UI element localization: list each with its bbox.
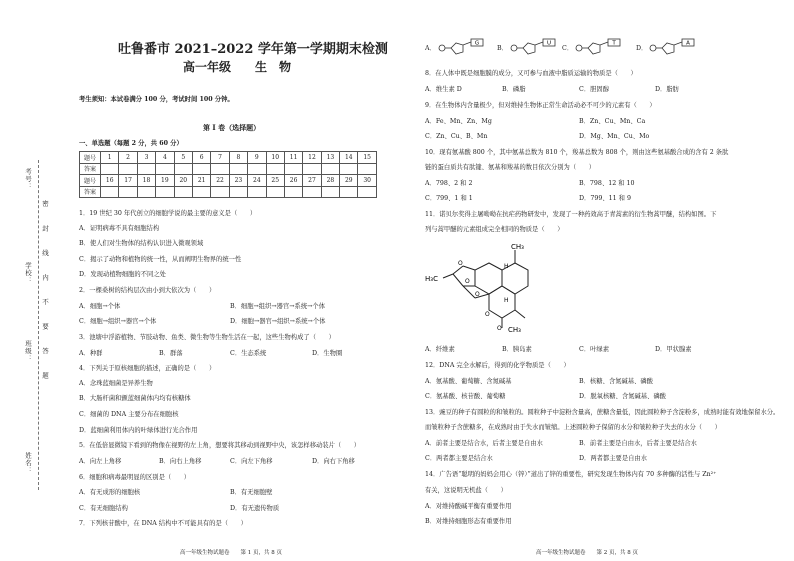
option-text: A．维生素 D <box>425 86 462 93</box>
table-cell: 15 <box>358 152 376 164</box>
answer-table <box>79 151 377 198</box>
answer-cell[interactable] <box>321 163 339 175</box>
option-text: A．向左上角移 <box>79 458 122 465</box>
table-cell: 14 <box>340 152 358 164</box>
answer-cell[interactable] <box>284 186 302 198</box>
option-label: D． <box>636 45 648 52</box>
option-label: A． <box>425 45 436 52</box>
seal-margin <box>0 0 56 561</box>
option-text: C．氨基酸、核苷酸、葡萄糖 <box>425 393 506 400</box>
answer-cell[interactable] <box>248 186 266 198</box>
option-text: B．细胞→组织→器官→系统→个体 <box>230 303 325 310</box>
table-cell: 23 <box>229 175 247 187</box>
option-text: C．生态系统 <box>230 350 267 357</box>
base-label: G <box>474 40 480 47</box>
answer-cell[interactable] <box>303 186 321 198</box>
table-cell: 5 <box>174 152 192 164</box>
option-text: B．使人们对生物体的结构认识进入微观领域 <box>79 240 204 247</box>
option-text: C．799、1 和 1 <box>425 195 473 202</box>
option-text: A．细胞→个体 <box>79 303 121 310</box>
option-text: A．前者主要是结合水，后者主要是自由水 <box>425 440 543 447</box>
table-cell: 9 <box>248 152 266 164</box>
table-cell: 3 <box>137 152 155 164</box>
question-2: 2．一棵桑树的结构层次由小到大依次为（ ） <box>79 287 216 294</box>
question-10: 10．现有氨基酸 800 个，其中氨基总数为 810 个，羧基总数为 808 个，则由这些氨基酸合成的含有 2 条肽 <box>425 149 729 156</box>
answer-cell[interactable] <box>229 163 247 175</box>
option-text: B．胰岛素 <box>502 346 532 353</box>
question-type-heading: 一、单选题（每题 2 分，共 60 分） <box>79 140 183 147</box>
school-label: 学校： <box>24 262 32 285</box>
question-3: 3．池塘中浮游植物、节肢动物、鱼类、微生物等生物生活在一起，这些生物构成了（ ） <box>79 334 335 341</box>
option-text: D．799、11 和 9 <box>579 195 631 202</box>
option-text: A．纤维素 <box>425 346 455 353</box>
option-text: C．胆固醇 <box>579 86 610 93</box>
name-label: 姓名： <box>24 452 32 475</box>
question-7: 7．下列核苷酸中，在 DNA 结构中不可能具有的是（ ） <box>79 520 247 527</box>
table-cell: 答案 <box>80 186 101 198</box>
table-cell: 29 <box>340 175 358 187</box>
answer-cell[interactable] <box>192 186 210 198</box>
option-text: C．Zn、Cu、B、Mn <box>425 133 488 140</box>
table-cell: 10 <box>266 152 284 164</box>
answer-cell[interactable] <box>137 186 155 198</box>
answer-cell[interactable] <box>321 186 339 198</box>
section-title: 第 I 卷（选择题） <box>203 123 261 132</box>
table-cell: 18 <box>137 175 155 187</box>
table-cell: 6 <box>192 152 210 164</box>
table-cell: 28 <box>321 175 339 187</box>
answer-cell[interactable] <box>303 163 321 175</box>
answer-cell[interactable] <box>284 163 302 175</box>
answer-cell[interactable] <box>137 163 155 175</box>
answer-cell[interactable] <box>174 163 192 175</box>
exam-title: 吐鲁番市 2021–2022 学年第一学期期末检测 <box>118 42 388 57</box>
table-cell: 20 <box>174 175 192 187</box>
option-text: A．念珠蓝细菌是异养生物 <box>79 380 153 387</box>
nucleotide-diagram-a <box>437 38 491 58</box>
answer-cell[interactable] <box>266 186 284 198</box>
question-8: 8．在人体中既是细胞膜的成分，又可参与血液中脂质运输的物质是（ ） <box>425 70 637 77</box>
option-text: B．磷脂 <box>502 86 526 93</box>
option-text: D．脱氧核糖、含氮碱基、磷酸 <box>579 393 666 400</box>
option-text: C．向左下角移 <box>230 458 273 465</box>
question-5: 5．在低倍显微镜下看到的物像在视野的左上角，想要将其移动到视野中央，该怎样移动装片（ ） <box>79 442 361 449</box>
table-cell: 题号 <box>80 175 101 187</box>
option-text: C．揭示了动物和植物的统一性，从而阐明生物界的统一性 <box>79 256 242 263</box>
answer-cell[interactable] <box>192 163 210 175</box>
answer-cell[interactable] <box>211 186 229 198</box>
option-text: D．蓝细菌利用体内的叶绿体进行光合作用 <box>79 427 198 434</box>
option-text: B．798、12 和 10 <box>579 180 635 187</box>
question-10-cont: 链的蛋白质共有肽键、氨基和羧基的数目依次分别为（ ） <box>425 164 596 171</box>
table-cell: 17 <box>119 175 137 187</box>
option-text: B．对维持细胞形态有重要作用 <box>425 518 512 525</box>
page-footer-right: 高一年级生物试题卷 第 2 页，共 8 页 <box>536 550 638 556</box>
table-cell: 12 <box>303 152 321 164</box>
table-cell: 7 <box>211 152 229 164</box>
option-text: D．向右下角移 <box>312 458 355 465</box>
option-text: C．有无细胞结构 <box>79 505 128 512</box>
option-label: C． <box>562 45 574 52</box>
seal-dashed-line <box>38 160 39 490</box>
question-14: 14．广告语“聪明的妈妈会用心（锌）”道出了锌的重要性，研究发现生物体内有 70 多种酶的活性与 Zn²⁺ <box>425 471 717 478</box>
table-cell: 2 <box>119 152 137 164</box>
oxygen-label: O <box>485 311 490 318</box>
question-12: 12．DNA 完全水解后，得到的化学物质是（ ） <box>425 362 570 369</box>
methyl-label: CH₃ <box>511 243 524 251</box>
answer-cell[interactable] <box>101 163 119 175</box>
option-text: C．细菌的 DNA 主要分布在细胞核 <box>79 411 179 418</box>
option-text: C．细胞→组织→器官→个体 <box>79 318 157 325</box>
base-label: A <box>686 40 690 47</box>
table-cell: 13 <box>321 152 339 164</box>
option-text: A．798、2 和 2 <box>425 180 473 187</box>
table-cell: 16 <box>101 175 119 187</box>
oxygen-label: O <box>497 325 502 332</box>
answer-cell[interactable] <box>211 163 229 175</box>
table-cell: 26 <box>284 175 302 187</box>
option-text: B．有无细胞壁 <box>230 489 273 496</box>
table-cell: 答案 <box>80 163 101 175</box>
exam-notice: 考生须知：本试卷满分 100 分，考试时间 100 分钟。 <box>79 96 234 103</box>
class-label: 班级： <box>24 340 32 363</box>
oxygen-label: O <box>465 278 470 285</box>
answer-cell[interactable] <box>119 163 137 175</box>
table-row <box>80 163 377 175</box>
option-text: D．脂肪 <box>655 86 679 93</box>
hydrogen-label: H <box>504 297 509 304</box>
option-text: C．两者都主要是结合水 <box>425 455 493 462</box>
option-text: A．证明病毒不具有细胞结构 <box>79 225 160 232</box>
answer-cell[interactable] <box>358 163 376 175</box>
oxygen-label: O <box>458 260 463 267</box>
answer-cell[interactable] <box>156 163 174 175</box>
option-text: B．前者主要是自由水，后者主要是结合水 <box>579 440 697 447</box>
table-cell: 21 <box>192 175 210 187</box>
option-text: A．种群 <box>79 350 103 357</box>
option-text: B．大肠杆菌和颤蓝细菌体内均有核糖体 <box>79 395 191 402</box>
question-14-cont: 有关，这说明无机盐（ ） <box>425 487 507 494</box>
question-13: 13．豌豆的种子有圆粒的和皱粒的。圆粒种子中淀粉含量高，蔗糖含量低，因此圆粒种子含淀粉多，成熟时能有效地保留水分。 <box>425 409 780 416</box>
oxygen-label: O <box>475 291 480 298</box>
table-cell: 4 <box>156 152 174 164</box>
base-label: T <box>612 40 616 47</box>
answer-cell[interactable] <box>119 186 137 198</box>
table-cell: 8 <box>229 152 247 164</box>
question-1: 1．19 世纪 30 年代创立的细胞学说的最主要的意义是（ ） <box>79 210 257 217</box>
option-text: D．甲状腺素 <box>655 346 692 353</box>
question-4: 4．下列关于原核细胞的描述，正确的是（ ） <box>79 365 216 372</box>
question-11: 11．诺贝尔奖得主屠呦呦在抗疟药物研发中，发现了一种药效高于青蒿素的衍生物蒿甲醚，结构如图。下 <box>425 211 717 218</box>
option-text: D．细胞→器官→组织→系统→个体 <box>230 318 326 325</box>
table-cell: 11 <box>284 152 302 164</box>
answer-cell[interactable] <box>229 186 247 198</box>
option-text: B．群落 <box>159 350 183 357</box>
option-label: B． <box>497 45 508 52</box>
answer-cell[interactable] <box>358 186 376 198</box>
table-cell: 题号 <box>80 152 101 164</box>
option-text: A．氨基酸、葡萄糖、含氮碱基 <box>425 378 512 385</box>
answer-cell[interactable] <box>101 186 119 198</box>
option-text: C．叶绿素 <box>579 346 610 353</box>
option-text: B．向右上角移 <box>159 458 202 465</box>
methyl-label: H₃C <box>425 275 438 283</box>
nucleotide-diagram-b <box>509 38 563 58</box>
table-cell: 1 <box>101 152 119 164</box>
option-text: D．有无遗传物质 <box>230 505 280 512</box>
answer-cell[interactable] <box>266 163 284 175</box>
base-label: U <box>546 40 552 47</box>
exam-number-label: 考号： <box>24 168 32 191</box>
table-cell: 30 <box>358 175 376 187</box>
table-row <box>80 186 377 198</box>
option-text: D．Mg、Mn、Cu、Mo <box>579 133 650 140</box>
nucleotide-diagram-d <box>648 38 702 58</box>
option-text: B．Zn、Cu、Mn、Ca <box>579 118 646 125</box>
answer-cell[interactable] <box>340 163 358 175</box>
artemether-structure-diagram <box>425 238 555 338</box>
option-text: D．生物圈 <box>312 350 343 357</box>
answer-cell[interactable] <box>174 186 192 198</box>
exam-subtitle: 高一年级 生 物 <box>183 60 292 74</box>
table-row <box>80 152 377 164</box>
answer-cell[interactable] <box>248 163 266 175</box>
option-text: A．Fe、Mn、Zn、Mg <box>425 118 492 125</box>
hydrogen-label: H <box>504 263 509 270</box>
table-cell: 25 <box>266 175 284 187</box>
question-6: 6．细胞和病毒最明显的区别是（ ） <box>79 474 191 481</box>
option-text: D．两者都主要是自由水 <box>579 455 648 462</box>
seal-line-text: 密 封 线 内 不 要 答 题 <box>41 200 49 387</box>
option-text: B．核糖、含氮碱基、磷酸 <box>579 378 653 385</box>
table-cell: 19 <box>156 175 174 187</box>
answer-cell[interactable] <box>340 186 358 198</box>
option-text: D．发现动植物细胞的不同之处 <box>79 271 166 278</box>
table-row <box>80 175 377 187</box>
option-text: A．对维持酸碱平衡有重要作用 <box>425 503 512 510</box>
option-text: A．有无成形的细胞核 <box>79 489 141 496</box>
page-footer-left: 高一年级生物试题卷 第 1 页，共 8 页 <box>180 550 282 556</box>
question-13-cont: 而皱粒种子含蔗糖多，在成熟时由于失水而皱缩。上述圆粒种子保留的水分和皱粒种子失去的水分（ ） <box>425 424 721 431</box>
nucleotide-diagram-c <box>574 38 628 58</box>
methoxy-label: CH₃ <box>508 326 521 334</box>
table-cell: 27 <box>303 175 321 187</box>
table-cell: 22 <box>211 175 229 187</box>
question-9: 9．在生物体内含量极少，但对维持生物体正常生命活动必不可少的元素有（ ） <box>425 102 656 109</box>
table-cell: 24 <box>248 175 266 187</box>
answer-cell[interactable] <box>156 186 174 198</box>
question-11-cont: 列与蒿甲醚的元素组成完全相同的物质是（ ） <box>425 226 564 233</box>
